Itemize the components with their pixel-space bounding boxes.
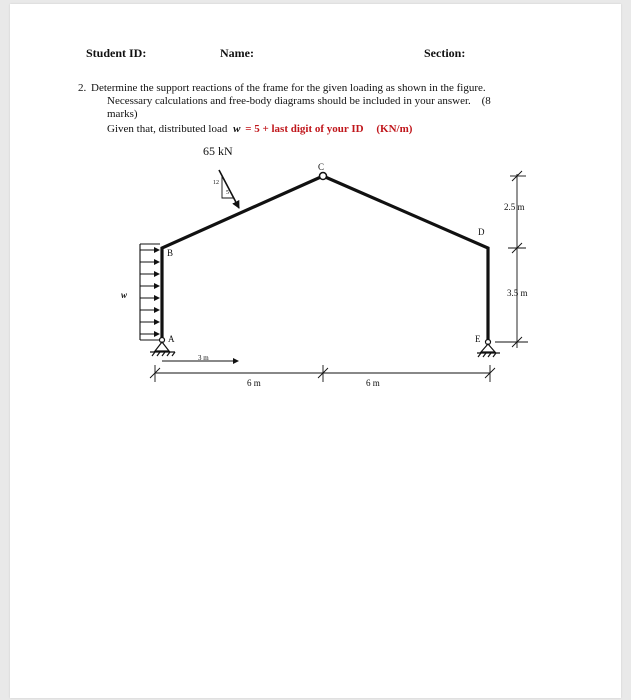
- dim-6m-right-label: 6 m: [366, 378, 380, 388]
- node-c-label: C: [318, 162, 325, 172]
- distributed-load-arrows: [140, 250, 159, 334]
- student-id-label: Student ID:: [86, 46, 147, 60]
- given-equation: = 5 + last digit of your ID: [245, 123, 364, 135]
- frame-outline: [162, 176, 488, 340]
- bottom-dimensions: [150, 365, 495, 382]
- node-b-label: B: [167, 248, 174, 258]
- slope-label-12: 12: [213, 180, 219, 186]
- dim-6m-left-label: 6 m: [247, 378, 261, 388]
- distributed-load: [140, 244, 160, 340]
- right-dimensions: [495, 171, 528, 348]
- given-units: (KN/m): [376, 123, 413, 135]
- section-label: Section:: [424, 46, 466, 60]
- node-e-label: E: [475, 334, 481, 344]
- dim-2-5m-label: 2.5 m: [504, 202, 525, 212]
- slope-label-5: 5: [226, 190, 229, 196]
- point-load-label: 65 kN: [203, 144, 233, 158]
- w-label: w: [121, 290, 128, 300]
- hinge-c-icon: [320, 173, 327, 180]
- dim-3m-label: 3 m: [198, 354, 209, 362]
- node-a-label: A: [168, 334, 175, 344]
- marks-open: (8: [481, 95, 491, 107]
- name-label: Name:: [220, 46, 254, 60]
- question-line-3: marks): [107, 108, 138, 120]
- node-d-label: D: [478, 227, 485, 237]
- frame-members: [162, 176, 488, 340]
- dim-3-5m-label: 3.5 m: [507, 288, 528, 298]
- given-prefix: Given that, distributed load: [107, 123, 228, 135]
- question-line-1: Determine the support reactions of the frame for the given loading as shown in the figure.: [91, 82, 486, 94]
- question-number: 2.: [78, 82, 87, 94]
- given-variable: w: [233, 123, 241, 135]
- question-line-2-text: Necessary calculations and free-body diagrams should be included in your answer.: [107, 95, 471, 107]
